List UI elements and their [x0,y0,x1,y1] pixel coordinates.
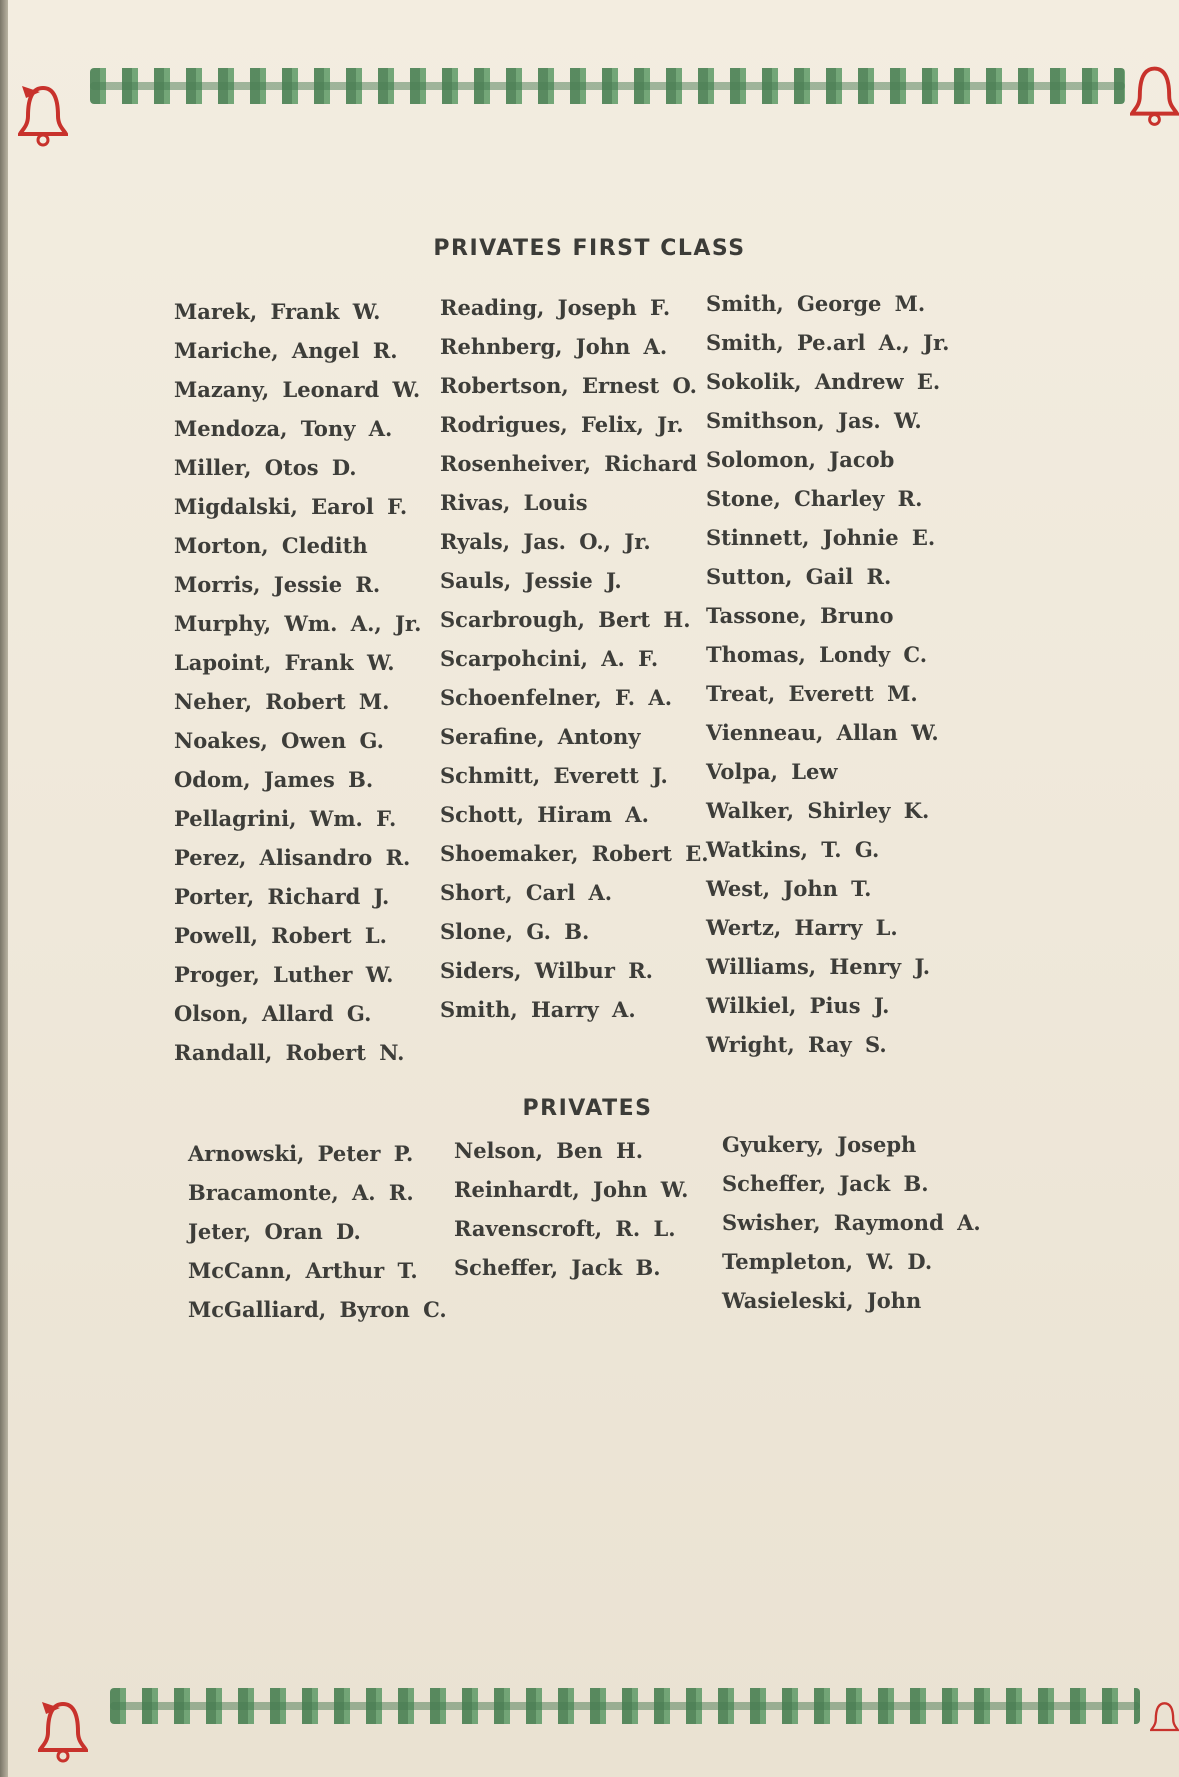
roster-name: Reading, Joseph F. [440,295,671,320]
roster-name: Ravenscroft, R. L. [454,1216,676,1241]
roster-name: Morris, Jessie R. [174,572,381,597]
roster-name: Smith, George M. [706,291,926,316]
roster-name: Shoemaker, Robert E. [440,841,709,866]
roster-name: Swisher, Raymond A. [722,1210,981,1235]
roster-name: Murphy, Wm. A., Jr. [174,611,422,636]
roster-name: Lapoint, Frank W. [174,650,395,675]
roster-name: Pellagrini, Wm. F. [174,806,397,831]
holly-garland-icon [90,68,1125,104]
pfc-column-1 [174,292,421,1072]
roster-name: Solomon, Jacob [706,447,895,472]
roster-name: Schoenfelner, F. A. [440,685,673,710]
roster-name: Scheffer, Jack B. [722,1171,929,1196]
roster-name: Morton, Cledith [174,533,368,558]
roster-name: Marek, Frank W. [174,299,381,324]
roster-name: Smith, Harry A. [440,997,636,1022]
roster-name: Nelson, Ben H. [454,1138,644,1163]
roster-name: Wilkiel, Pius J. [706,993,890,1018]
roster-name: Serafine, Antony [440,724,641,749]
roster-name: Robertson, Ernest O. [440,373,697,398]
roster-name: Ryals, Jas. O., Jr. [440,529,651,554]
roster-name: Slone, G. B. [440,919,590,944]
roster-name: Olson, Allard G. [174,1001,372,1026]
pfc-column-3 [706,284,949,1064]
roster-name: Mariche, Angel R. [174,338,398,363]
roster-name: Williams, Henry J. [706,954,931,979]
roster-name: Tassone, Bruno [706,603,894,628]
roster-name: Walker, Shirley K. [706,798,930,823]
roster-name: Porter, Richard J. [174,884,390,909]
roster-name: Arnowski, Peter P. [188,1141,414,1166]
roster-name: Rivas, Louis [440,490,588,515]
roster-name: Migdalski, Earol F. [174,494,408,519]
roster-name: Treat, Everett M. [706,681,918,706]
roster-name: Wright, Ray S. [706,1032,887,1057]
privates-column-1 [188,1134,447,1329]
roster-name: McCann, Arthur T. [188,1258,418,1283]
roster-name: Vienneau, Allan W. [706,720,939,745]
roster-name: Schmitt, Everett J. [440,763,668,788]
roster-name: Miller, Otos D. [174,455,357,480]
roster-name: Siders, Wilbur R. [440,958,653,983]
roster-name: Volpa, Lew [706,759,838,784]
bell-icon [1130,62,1179,128]
page-edge-shadow [0,0,8,1777]
roster-name: Schott, Hiram A. [440,802,649,827]
privates-heading: PRIVATES [522,1096,653,1121]
roster-name: Thomas, Londy C. [706,642,928,667]
bell-icon [18,82,68,148]
privates-first-class-heading: PRIVATES FIRST CLASS [433,236,746,261]
roster-name: Short, Carl A. [440,880,613,905]
roster-name: Randall, Robert N. [174,1040,405,1065]
roster-name: Stone, Charley R. [706,486,923,511]
roster-name: Sauls, Jessie J. [440,568,622,593]
roster-name: Reinhardt, John W. [454,1177,689,1202]
bell-icon [1150,1686,1179,1752]
roster-name: Mendoza, Tony A. [174,416,393,441]
roster-name: Scarbrough, Bert H. [440,607,691,632]
roster-name: Sokolik, Andrew E. [706,369,941,394]
pfc-column-2 [440,288,709,1029]
roster-name: Smithson, Jas. W. [706,408,922,433]
roster-name: Templeton, W. D. [722,1249,933,1274]
roster-name: Gyukery, Joseph [722,1132,917,1157]
roster-name: Scheffer, Jack B. [454,1255,661,1280]
holly-garland-icon [110,1688,1140,1724]
roster-name: Rosenheiver, Richard [440,451,698,476]
roster-name: Mazany, Leonard W. [174,377,421,402]
roster-name: Noakes, Owen G. [174,728,384,753]
roster-name: Scarpohcini, A. F. [440,646,659,671]
roster-name: Odom, James B. [174,767,374,792]
bell-icon [38,1698,88,1764]
roster-name: Jeter, Oran D. [188,1219,361,1244]
roster-name: Bracamonte, A. R. [188,1180,414,1205]
roster-name: Perez, Alisandro R. [174,845,411,870]
roster-name: McGalliard, Byron C. [188,1297,447,1322]
roster-name: Watkins, T. G. [706,837,880,862]
roster-name: West, John T. [706,876,872,901]
roster-name: Smith, Pe.arl A., Jr. [706,330,950,355]
roster-name: Wasieleski, John [722,1288,922,1313]
roster-name: Powell, Robert L. [174,923,387,948]
roster-name: Stinnett, Johnie E. [706,525,936,550]
privates-column-3 [722,1125,981,1320]
privates-column-2 [454,1131,688,1287]
roster-name: Sutton, Gail R. [706,564,892,589]
roster-name: Proger, Luther W. [174,962,394,987]
roster-name: Neher, Robert M. [174,689,390,714]
roster-name: Wertz, Harry L. [706,915,898,940]
roster-name: Rodrigues, Felix, Jr. [440,412,684,437]
roster-name: Rehnberg, John A. [440,334,668,359]
